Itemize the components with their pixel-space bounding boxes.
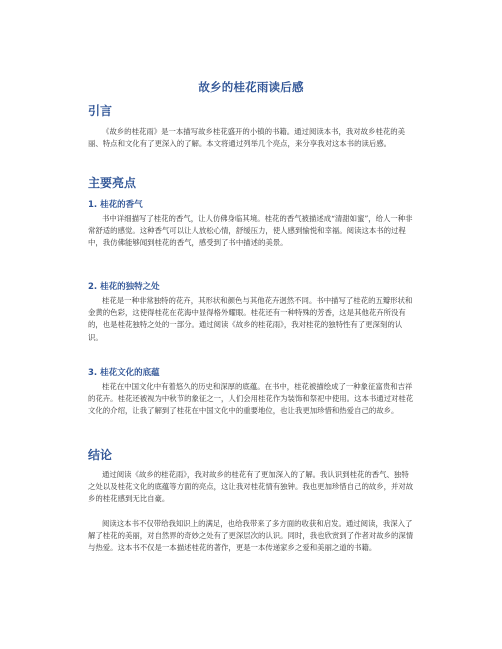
uniqueness-paragraph: 桂花是一种非常独特的花卉，其形状和颜色与其他花卉迥然不同。书中描写了桂花的五瓣形状和金黄的色彩，这使得桂花在花海中显得格外耀眼。桂花还有一种特殊的芳香，这是其他花卉所没有的，也是桂花独特之处的一部分。通过阅读《故乡的桂花雨》，我对桂花的独特性有了更深刻的认识。 (88, 296, 413, 342)
section-heading-highlights: 主要亮点 (88, 176, 137, 190)
conclusion-paragraph-2: 阅读这本书不仅带给我知识上的满足，也给我带来了多方面的收获和启发。通过阅读，我深入了解了桂花的美丽，对自然界的奇妙之处有了更深层次的认识。同时，我也欣赏到了作者对故乡的深情与热爱。这本书不仅是一本描述桂花的著作，更是一本传递家乡之爱和美丽之道的书籍。 (88, 519, 414, 553)
conclusion-paragraph-1: 通过阅读《故乡的桂花雨》，我对故乡的桂花有了更加深入的了解。我认识到桂花的香气、独特之处以及桂花文化的底蕴等方面的亮点，这让我对桂花情有独钟。我也更加珍惜自己的故乡，并对故乡的桂花感到无比自豪。 (88, 470, 414, 504)
subsection-heading-fragrance: 1. 桂花的香气 (88, 200, 143, 210)
document-title: 故乡的桂花雨读后感 (198, 80, 304, 94)
section-heading-intro: 引言 (88, 104, 113, 118)
intro-paragraph: 《故乡的桂花雨》是一本描写故乡桂花盛开的小镇的书籍。通过阅读本书，我对故乡桂花的美丽、特点和文化有了更深入的了解。本文将通过列举几个亮点，来分享我对这本书的读后感。 (88, 127, 406, 149)
section-heading-conclusion: 结论 (88, 448, 113, 462)
subsection-heading-culture: 3. 桂花文化的底蕴 (88, 368, 160, 378)
subsection-heading-uniqueness: 2. 桂花的独特之处 (88, 282, 160, 292)
fragrance-paragraph: 书中详细描写了桂花的香气，让人仿佛身临其境。桂花的香气被描述成“清甜如蜜”，给人一种非常舒适的感觉。这种香气可以让人放松心情，舒缓压力，使人感到愉悦和幸福。阅读这本书的过程中，我仿佛能够闻到桂花的香气，感受到了书中描述的美景。 (88, 214, 413, 248)
culture-paragraph: 桂花在中国文化中有着悠久的历史和深厚的底蕴。在书中，桂花被描绘成了一种象征富贵和吉祥的花卉。桂花还被视为中秋节的象征之一，人们会用桂花作为装饰和祭祀中使用。这本书通过对桂花文化的介绍，让我了解到了桂花在中国文化中的重要地位，也让我更加珍惜和热爱自己的故乡。 (88, 382, 414, 416)
